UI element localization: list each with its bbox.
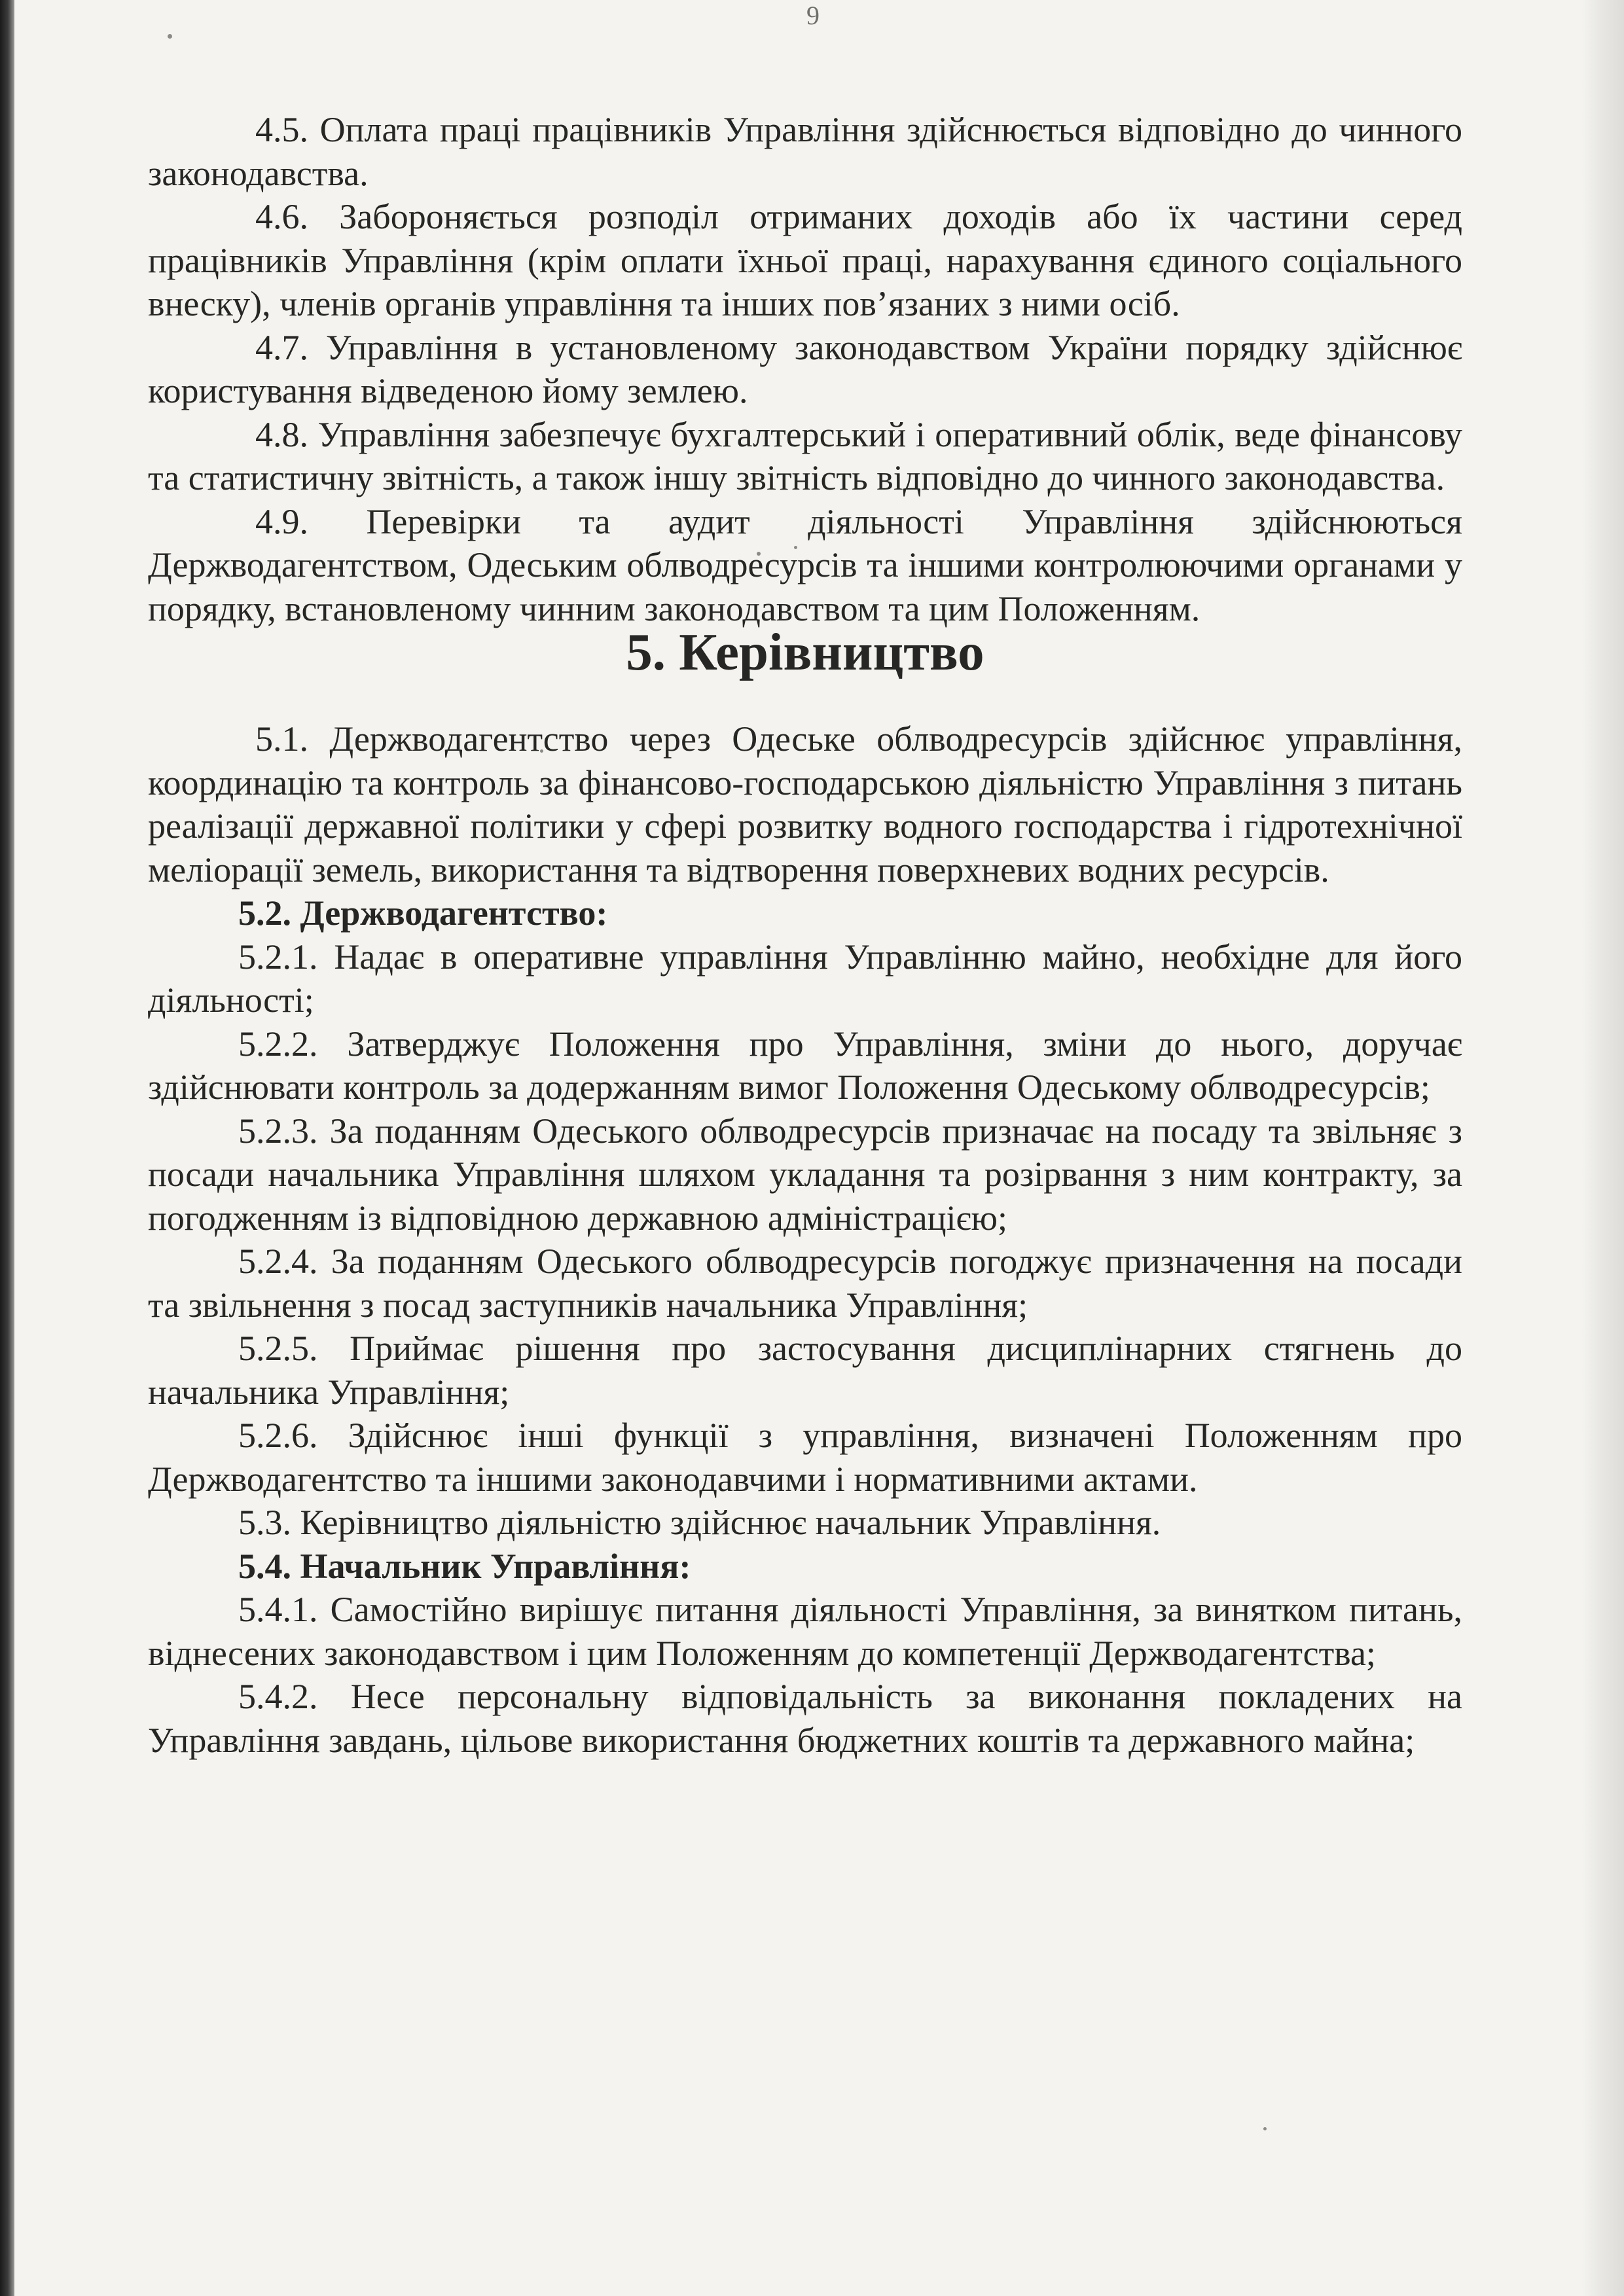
item-5-2-5: 5.2.5. Приймає рішення про застосування дисциплінарних стягнень до начальника Управління; xyxy=(148,1329,1462,1412)
item-5-2-6: 5.2.6. Здійснює інші функції з управління, визначені Положенням про Держводагентство та іншими законодавчими і нормативними актами. xyxy=(148,1416,1462,1499)
scan-speck xyxy=(168,34,172,39)
document-body xyxy=(148,108,1462,1762)
paragraph-5-3: 5.3. Керівництво діяльністю здійснює начальник Управління. xyxy=(238,1503,1161,1542)
scan-shadow-right xyxy=(1582,0,1624,2296)
scan-speck xyxy=(1263,2127,1267,2130)
item-5-2-4: 5.2.4. За поданням Одеського облводресурсів погоджує призначення на посади та звільнення з посад заступників начальника Управління; xyxy=(148,1242,1462,1325)
section-5-heading: 5. Керівництво xyxy=(626,622,984,681)
item-5-2-1: 5.2.1. Надає в оперативне управління Управлінню майно, необхідне для його діяльності; xyxy=(148,937,1462,1020)
paragraph-4-7: 4.7. Управління в установленому законодавством України порядку здійснює користування відведеною йому землею. xyxy=(148,327,1462,410)
subheading-5-4: 5.4. Начальник Управління: xyxy=(238,1546,691,1586)
paragraph-4-9: 4.9. Перевірки та аудит діяльності Управління здійснюються Держводагентством, Одеським облводресурсів та іншими контролюючими органами у порядку, встановленому чинним законодавством та цим Положенням. xyxy=(148,501,1462,628)
paragraph-4-5: 4.5. Оплата праці працівників Управління здійснюється відповідно до чинного законодавства. xyxy=(148,110,1462,193)
paragraph-4-6: 4.6. Забороняється розподіл отриманих доходів або їх частини серед працівників Управління (крім оплати їхньої праці, нарахування єдиного соціального внеску), членів органів управління та інших пов’язаних з ними осіб. xyxy=(148,197,1462,323)
subheading-5-2: 5.2. Держводагентство: xyxy=(238,893,608,933)
paragraph-4-8: 4.8. Управління забезпечує бухгалтерський і оперативний облік, веде фінансову та статистичну звітність, а також іншу звітність відповідно до чинного законодавства. xyxy=(148,414,1462,497)
page-number: 9 xyxy=(806,1,820,30)
paragraph-5-1: 5.1. Держводагентство через Одеське облводресурсів здійснює управління, координацію та контроль за фінансово-господарською діяльністю Управління з питань реалізації державної політики у сфері розвитку водного господарства і гідротехнічної меліорації земель, використання та відтворення поверхневих водних ресурсів. xyxy=(148,719,1462,889)
item-5-2-2: 5.2.2. Затверджує Положення про Управління, зміни до нього, доручає здійснювати контроль за додержанням вимог Положення Одеському облводресурсів; xyxy=(148,1024,1462,1107)
item-5-4-1: 5.4.1. Самостійно вирішує питання діяльності Управління, за винятком питань, віднесених законодавством і цим Положенням до компетенції Держводагентства; xyxy=(148,1590,1462,1673)
item-5-4-2: 5.4.2. Несе персональну відповідальність за виконання покладених на Управління завдань, цільове використання бюджетних коштів та державного майна; xyxy=(148,1677,1462,1760)
item-5-2-3: 5.2.3. За поданням Одеського облводресурсів призначає на посаду та звільняє з посади начальника Управління шляхом укладання та розірвання з ним контракту, за погодженням із відповідною державною адміністрацією; xyxy=(148,1111,1462,1238)
scan-shadow-left xyxy=(0,0,14,2296)
